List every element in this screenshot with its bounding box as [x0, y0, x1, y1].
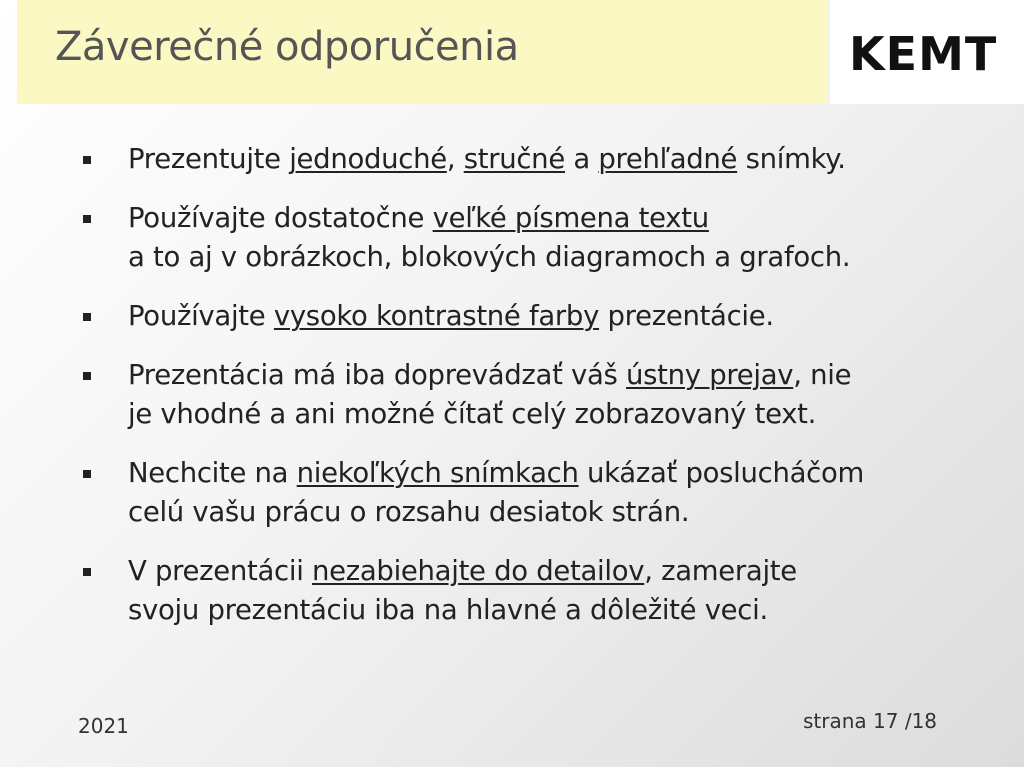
bullet-text: Používajte dostatočne — [128, 202, 433, 234]
kemt-logo: KEMT — [849, 27, 998, 81]
bullet-line — [128, 238, 978, 277]
bullet-item — [78, 552, 978, 630]
bullet-text: je vhodné a ani možné čítať celý zobrazovaný text. — [128, 398, 817, 430]
bullet-text: Používajte — [128, 300, 274, 332]
bullet-item — [78, 454, 978, 532]
bullet-item — [78, 356, 978, 434]
bullet-text: celú vašu prácu o rozsahu desiatok strán. — [128, 496, 690, 528]
square-bullet-icon — [83, 156, 91, 164]
bullet-item — [78, 297, 978, 336]
bullet-text: a to aj v obrázkoch, blokových diagramoch a grafoch. — [128, 241, 851, 273]
bullet-text: , zamerajte — [644, 555, 797, 587]
bullet-line — [128, 454, 978, 493]
emphasized-text: nezabiehajte do detailov — [312, 555, 645, 587]
bullet-line — [128, 552, 978, 591]
square-bullet-icon — [83, 470, 91, 478]
page-number: strana 17 /18 — [803, 709, 938, 733]
bullet-text: , nie — [793, 359, 852, 391]
bullet-text: Prezentujte — [128, 143, 290, 175]
emphasized-text: vysoko kontrastné farby — [273, 300, 600, 332]
emphasized-text: prehľadné — [598, 143, 738, 175]
square-bullet-icon — [83, 313, 91, 321]
bullet-line — [128, 297, 978, 336]
emphasized-text: jednoduché — [289, 143, 447, 175]
square-bullet-icon — [83, 568, 91, 576]
emphasized-text: ústny prejav — [626, 359, 794, 391]
bullet-line — [128, 493, 978, 532]
bullet-item — [78, 199, 978, 277]
bullet-line — [128, 356, 978, 395]
emphasized-text: veľké písmena textu — [432, 202, 709, 234]
bullet-text: prezentácie. — [599, 300, 774, 332]
emphasized-text: niekoľkých snímkach — [296, 457, 579, 489]
emphasized-text: stručné — [463, 143, 565, 175]
bullet-text: svoju prezentáciu iba na hlavné a dôležité veci. — [128, 594, 768, 626]
slide-title: Záverečné odporučenia — [55, 24, 519, 70]
bullet-text: Prezentácia má iba doprevádzať váš — [128, 359, 627, 391]
bullet-text: Nechcite na — [128, 457, 297, 489]
bullet-line — [128, 591, 978, 630]
bullet-item — [78, 140, 978, 179]
bullet-text: ukázať poslucháčom — [578, 457, 864, 489]
bullet-line — [128, 140, 978, 179]
bullet-list — [78, 140, 978, 650]
bullet-text: , — [446, 143, 464, 175]
square-bullet-icon — [83, 215, 91, 223]
footer-year: 2021 — [78, 714, 129, 738]
bullet-text: snímky. — [737, 143, 846, 175]
bullet-line — [128, 199, 978, 238]
bullet-text: V prezentácii — [128, 555, 312, 587]
bullet-line — [128, 395, 978, 434]
square-bullet-icon — [83, 372, 91, 380]
bullet-text: a — [564, 143, 599, 175]
